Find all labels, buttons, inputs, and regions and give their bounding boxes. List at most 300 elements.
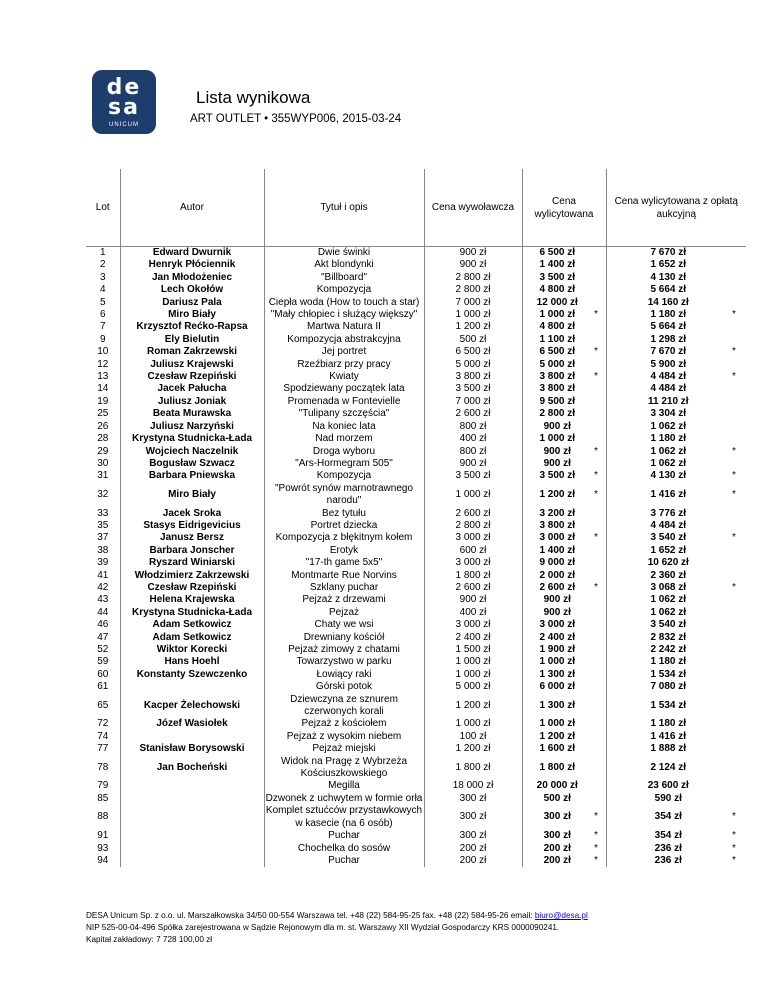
table-row	[86, 855, 746, 867]
sold-price-cell: 1 400 zł	[539, 259, 576, 271]
lot-cell: 14	[86, 383, 120, 395]
sold-note-cell	[592, 793, 606, 805]
table-row	[86, 470, 746, 482]
sold-note-cell: *	[592, 446, 606, 458]
author-cell	[120, 830, 264, 842]
table-row	[86, 532, 746, 544]
logo-text-de: de	[106, 75, 142, 100]
lot-cell: 52	[86, 644, 120, 656]
lot-cell: 42	[86, 582, 120, 594]
title-cell: Widok na Pragę z Wybrzeża Kościuszkowskiego	[264, 756, 424, 781]
title-cell: Ciepła woda (How to touch a star)	[264, 297, 424, 309]
final-price-cell: 236 zł	[654, 842, 682, 854]
final-price-cell: 1 416 zł	[650, 488, 687, 500]
sold-note-cell	[592, 321, 606, 333]
sold-price-cell: 1 400 zł	[539, 544, 576, 556]
title-cell: Montmarte Rue Norvins	[264, 570, 424, 582]
final-price-cell: 4 484 zł	[650, 371, 687, 383]
final-price-cell: 1 534 zł	[650, 668, 687, 680]
lot-cell: 88	[86, 805, 120, 830]
author-cell: Stasys Eidrigevicius	[120, 520, 264, 532]
table-row	[86, 520, 746, 532]
lot-cell: 41	[86, 570, 120, 582]
sold-note-cell: *	[592, 805, 606, 830]
table-row	[86, 632, 746, 644]
final-price-cell: 14 160 zł	[647, 296, 689, 308]
footer-email-link[interactable]: biuro@desa.pl	[534, 911, 588, 920]
title-cell: Dwie świnki	[264, 247, 424, 260]
start-price-cell: 18 000 zł	[424, 780, 522, 792]
sold-price-cell: 20 000 zł	[536, 780, 578, 792]
start-price-cell: 5 000 zł	[424, 359, 522, 371]
sold-note-cell	[592, 594, 606, 606]
start-price-cell: 900 zł	[424, 259, 522, 271]
sold-price-cell: 3 800 zł	[539, 371, 576, 383]
start-price-cell: 1 200 zł	[424, 743, 522, 755]
table-row	[86, 594, 746, 606]
final-note-cell	[730, 557, 746, 569]
start-price-cell: 900 zł	[424, 594, 522, 606]
final-price-cell: 3 540 zł	[650, 532, 687, 544]
title-cell: Spodziewany początek lata	[264, 383, 424, 395]
table-row	[86, 458, 746, 470]
sold-price-cell: 3 500 zł	[539, 470, 576, 482]
start-price-cell: 7 000 zł	[424, 297, 522, 309]
author-cell: Stanisław Borysowski	[120, 743, 264, 755]
final-note-cell	[730, 545, 746, 557]
lot-cell: 35	[86, 520, 120, 532]
author-cell: Roman Zakrzewski	[120, 346, 264, 358]
author-cell: Hans Hoehl	[120, 656, 264, 668]
start-price-cell: 1 200 zł	[424, 694, 522, 719]
final-price-cell: 3 776 zł	[650, 507, 687, 519]
final-note-cell	[730, 259, 746, 271]
start-price-cell: 900 zł	[424, 247, 522, 260]
final-note-cell	[730, 681, 746, 693]
lot-cell: 46	[86, 619, 120, 631]
sold-price-cell: 900 zł	[543, 457, 571, 469]
lot-cell: 44	[86, 607, 120, 619]
title-cell: Towarzystwo w parku	[264, 656, 424, 668]
sold-price-cell: 2 400 zł	[539, 631, 576, 643]
sold-price-cell: 1 100 zł	[539, 333, 576, 345]
lot-cell: 12	[86, 359, 120, 371]
final-price-cell: 3 068 zł	[650, 581, 687, 593]
sold-note-cell	[592, 259, 606, 271]
lot-cell: 7	[86, 321, 120, 333]
sold-price-cell: 1 300 zł	[539, 699, 576, 711]
lot-cell: 4	[86, 284, 120, 296]
final-price-cell: 1 652 zł	[650, 544, 687, 556]
final-note-cell	[730, 718, 746, 730]
title-cell: Promenada w Fontevielle	[264, 396, 424, 408]
start-price-cell: 3 000 zł	[424, 557, 522, 569]
table-row	[86, 570, 746, 582]
results-table	[86, 169, 746, 867]
table-row	[86, 272, 746, 284]
sold-price-cell: 3 800 zł	[539, 383, 576, 395]
title-cell: Droga wyboru	[264, 446, 424, 458]
title-cell: Pejzaż	[264, 607, 424, 619]
sold-price-cell: 1 200 zł	[539, 488, 576, 500]
lot-cell: 38	[86, 545, 120, 557]
title-cell: Dzwonek z uchwytem w formie orła	[265, 792, 423, 804]
table-row	[86, 309, 746, 321]
author-cell: Ryszard Winiarski	[120, 557, 264, 569]
final-price-cell: 1 534 zł	[650, 699, 687, 711]
title-cell: Rzeźbiarz przy pracy	[264, 359, 424, 371]
title-cell: Dziewczyna ze sznurem czerwonych korali	[264, 694, 424, 719]
final-note-cell	[730, 793, 746, 805]
lot-cell: 33	[86, 508, 120, 520]
sold-note-cell	[592, 359, 606, 371]
final-price-cell: 1 062 zł	[650, 606, 687, 618]
sold-note-cell	[592, 743, 606, 755]
sold-note-cell	[592, 545, 606, 557]
author-cell: Miro Biały	[120, 309, 264, 321]
final-price-cell: 1 652 zł	[650, 259, 687, 271]
lot-cell: 39	[86, 557, 120, 569]
author-cell: Jacek Sroka	[120, 508, 264, 520]
sold-price-cell: 900 zł	[543, 420, 571, 432]
lot-cell: 2	[86, 259, 120, 271]
lot-cell: 25	[86, 408, 120, 420]
start-price-cell: 1 500 zł	[424, 644, 522, 656]
start-price-cell: 100 zł	[424, 731, 522, 743]
final-price-cell: 1 062 zł	[650, 594, 687, 606]
sold-note-cell	[592, 644, 606, 656]
sold-price-cell: 12 000 zł	[536, 296, 578, 308]
sold-note-cell	[592, 632, 606, 644]
footer-address-text: DESA Unicum Sp. z o.o. ul. Marszałkowska 34/50 00-554 Warszawa tel. +48 (22) 584-95-25 fax. +48 (22) 584-95-26 email:	[86, 911, 535, 920]
start-price-cell: 1 000 zł	[424, 718, 522, 730]
start-price-cell: 800 zł	[424, 446, 522, 458]
lot-cell: 79	[86, 780, 120, 792]
lot-cell: 43	[86, 594, 120, 606]
lot-cell: 10	[86, 346, 120, 358]
start-price-cell: 7 000 zł	[424, 396, 522, 408]
start-price-cell: 2 800 zł	[424, 284, 522, 296]
title-cell: Chochelka do sosów	[264, 843, 424, 855]
author-cell: Włodzimierz Zakrzewski	[120, 570, 264, 582]
table-row	[86, 830, 746, 842]
lot-cell: 19	[86, 396, 120, 408]
sold-price-cell: 1 600 zł	[539, 743, 576, 755]
title-cell: Megilla	[264, 780, 424, 792]
author-cell: Edward Dwurnik	[120, 247, 264, 260]
lot-cell: 26	[86, 421, 120, 433]
sold-price-cell: 9 500 zł	[539, 395, 576, 407]
sold-note-cell	[592, 780, 606, 792]
final-price-cell: 5 664 zł	[650, 284, 687, 296]
title-cell: Górski potok	[264, 681, 424, 693]
author-cell: Krzysztof Rećko-Rapsa	[120, 321, 264, 333]
final-price-cell: 1 062 zł	[650, 445, 687, 457]
sold-note-cell	[592, 334, 606, 346]
sold-price-cell: 3 500 zł	[539, 271, 576, 283]
footer-line-registration: NIP 525-00-04-496 Spółka zarejestrowana w Sądzie Rejonowym dla m. st. Warszawy XII Wydział Gospodarczy KRS 0000090241.	[86, 923, 560, 932]
final-price-cell: 4 130 zł	[650, 271, 687, 283]
start-price-cell: 3 000 zł	[424, 532, 522, 544]
sold-note-cell	[592, 570, 606, 582]
sold-note-cell: *	[592, 855, 606, 867]
author-cell: Helena Krajewska	[120, 594, 264, 606]
author-cell	[120, 731, 264, 743]
table-row	[86, 396, 746, 408]
table-row	[86, 383, 746, 395]
table-row	[86, 284, 746, 296]
final-note-cell: *	[732, 309, 736, 321]
author-cell: Bogusław Szwacz	[120, 458, 264, 470]
start-price-cell: 1 000 zł	[424, 309, 522, 321]
start-price-cell: 300 zł	[424, 793, 522, 805]
author-cell	[120, 793, 264, 805]
title-cell: Erotyk	[264, 545, 424, 557]
title-cell: Szklany puchar	[264, 582, 424, 594]
lot-cell: 31	[86, 470, 120, 482]
final-note-cell: *	[732, 346, 736, 358]
author-cell: Lech Okołów	[120, 284, 264, 296]
title-cell: Pejzaż z kościołem	[264, 718, 424, 730]
final-note-cell: *	[732, 488, 736, 500]
sold-price-cell: 3 200 zł	[539, 507, 576, 519]
author-cell: Dariusz Pala	[120, 297, 264, 309]
table-header-row	[86, 169, 746, 247]
sold-price-cell: 1 900 zł	[539, 644, 576, 655]
lot-cell: 5	[86, 297, 120, 309]
title-cell: Pejzaż zimowy z chatami	[264, 644, 424, 656]
title-cell: Bez tytułu	[264, 508, 424, 520]
final-price-cell: 7 080 zł	[650, 681, 687, 693]
sold-price-cell: 900 zł	[543, 594, 571, 606]
lot-cell: 47	[86, 632, 120, 644]
author-cell: Jan Bocheński	[120, 756, 264, 781]
sold-note-cell	[592, 756, 606, 781]
final-note-cell: *	[732, 842, 736, 854]
final-price-cell: 1 180 zł	[650, 718, 687, 730]
author-cell	[120, 805, 264, 830]
table-row	[86, 681, 746, 693]
col-header-lot: Lot	[86, 169, 120, 247]
sold-price-cell: 3 000 zł	[539, 619, 576, 631]
logo-text-sa: sa	[108, 95, 140, 120]
sold-note-cell	[592, 297, 606, 309]
final-note-cell	[730, 396, 746, 408]
final-price-cell: 11 210 zł	[647, 395, 689, 407]
title-cell: "Ars-Hormegram 505"	[264, 458, 424, 470]
author-cell: Konstanty Szewczenko	[120, 669, 264, 681]
title-cell: Łowiący raki	[264, 669, 424, 681]
footer-line-address	[86, 910, 746, 922]
sold-price-cell: 1 000 zł	[539, 656, 576, 668]
final-note-cell	[730, 656, 746, 668]
lot-cell: 59	[86, 656, 120, 668]
author-cell: Jan Młodożeniec	[120, 272, 264, 284]
table-row	[86, 780, 746, 792]
table-row	[86, 334, 746, 346]
sold-note-cell: *	[592, 470, 606, 482]
start-price-cell: 900 zł	[424, 458, 522, 470]
lot-cell: 37	[86, 532, 120, 544]
table-row	[86, 545, 746, 557]
table-row	[86, 508, 746, 520]
final-price-cell: 4 130 zł	[650, 470, 687, 482]
final-note-cell	[730, 321, 746, 333]
start-price-cell: 800 zł	[424, 421, 522, 433]
lot-cell: 28	[86, 433, 120, 445]
lot-cell: 78	[86, 756, 120, 781]
title-cell: Drewniany kościół	[264, 632, 424, 644]
table-row	[86, 483, 746, 508]
author-cell: Juliusz Krajewski	[120, 359, 264, 371]
sold-note-cell	[592, 520, 606, 532]
title-cell: Puchar	[264, 855, 424, 867]
start-price-cell: 1 200 zł	[424, 321, 522, 333]
final-price-cell: 5 900 zł	[650, 358, 687, 370]
final-note-cell	[730, 458, 746, 470]
final-price-cell: 4 484 zł	[650, 383, 687, 395]
start-price-cell: 200 zł	[424, 843, 522, 855]
col-header-sold-price: Cena wylicytowana	[522, 169, 606, 247]
sold-price-cell: 6 000 zł	[539, 681, 576, 693]
final-price-cell: 1 180 zł	[650, 656, 687, 668]
lot-cell: 6	[86, 309, 120, 321]
start-price-cell: 1 000 zł	[424, 483, 522, 508]
sold-note-cell	[592, 681, 606, 693]
table-row	[86, 805, 746, 830]
sold-price-cell: 1 200 zł	[539, 730, 576, 742]
author-cell: Juliusz Joniak	[120, 396, 264, 408]
sold-price-cell: 900 zł	[543, 606, 571, 618]
sold-note-cell	[592, 508, 606, 520]
final-note-cell: *	[732, 371, 736, 383]
final-price-cell: 10 620 zł	[647, 557, 689, 569]
lot-cell: 30	[86, 458, 120, 470]
footer-line-capital: Kapitał zakładowy: 7 728 100,00 zł	[86, 935, 213, 944]
sold-price-cell: 1 800 zł	[539, 761, 576, 773]
title-cell: "17-th game 5x5"	[264, 557, 424, 569]
table-row	[86, 321, 746, 333]
start-price-cell: 300 zł	[424, 805, 522, 830]
final-price-cell: 7 670 zł	[650, 346, 687, 358]
start-price-cell: 300 zł	[424, 830, 522, 842]
lot-cell: 3	[86, 272, 120, 284]
start-price-cell: 2 600 zł	[424, 408, 522, 420]
title-cell: "Billboard"	[264, 272, 424, 284]
author-cell: Beata Murawska	[120, 408, 264, 420]
final-price-cell: 354 zł	[654, 830, 682, 842]
start-price-cell: 2 600 zł	[424, 582, 522, 594]
final-price-cell: 2 124 zł	[650, 761, 687, 773]
final-note-cell	[730, 433, 746, 445]
final-note-cell	[730, 594, 746, 606]
final-note-cell	[730, 383, 746, 395]
sold-price-cell: 5 000 zł	[539, 358, 576, 370]
start-price-cell: 6 500 zł	[424, 346, 522, 358]
final-note-cell	[730, 607, 746, 619]
sold-note-cell	[592, 284, 606, 296]
sold-note-cell	[592, 458, 606, 470]
start-price-cell: 3 000 zł	[424, 619, 522, 631]
lot-cell: 60	[86, 669, 120, 681]
final-price-cell: 2 242 zł	[650, 644, 687, 655]
author-cell: Ely Bielutin	[120, 334, 264, 346]
title-cell: Puchar	[264, 830, 424, 842]
final-price-cell: 236 zł	[654, 854, 682, 866]
sold-note-cell: *	[592, 346, 606, 358]
table-row	[86, 607, 746, 619]
sold-price-cell: 300 zł	[543, 811, 571, 823]
table-row	[86, 619, 746, 631]
final-note-cell	[730, 359, 746, 371]
lot-cell: 93	[86, 843, 120, 855]
lot-cell: 91	[86, 830, 120, 842]
final-price-cell: 1 180 zł	[650, 433, 687, 445]
author-cell: Kacper Żelechowski	[120, 694, 264, 719]
start-price-cell: 600 zł	[424, 545, 522, 557]
final-note-cell	[730, 619, 746, 631]
title-cell: Na koniec lata	[264, 421, 424, 433]
sold-price-cell: 1 300 zł	[539, 668, 576, 680]
final-price-cell: 1 888 zł	[650, 743, 687, 755]
sold-price-cell: 4 800 zł	[539, 321, 576, 333]
final-note-cell	[730, 297, 746, 309]
table-row	[86, 247, 746, 260]
sold-price-cell: 2 800 zł	[539, 408, 576, 420]
sold-note-cell	[592, 656, 606, 668]
author-cell: Barbara Jonscher	[120, 545, 264, 557]
final-note-cell	[730, 756, 746, 781]
page-subtitle: ART OUTLET • 355WYP006, 2015-03-24	[190, 113, 402, 125]
logo-text-unicum: UNICUM	[109, 122, 139, 128]
title-cell: Pejzaż miejski	[264, 743, 424, 755]
final-note-cell	[730, 743, 746, 755]
title-cell: Pejzaż z drzewami	[264, 594, 424, 606]
author-cell: Adam Setkowicz	[120, 619, 264, 631]
final-note-cell	[730, 272, 746, 284]
final-price-cell: 354 zł	[654, 811, 682, 823]
final-price-cell: 2 360 zł	[650, 569, 687, 581]
author-cell: Juliusz Narzyński	[120, 421, 264, 433]
author-cell: Jacek Pałucha	[120, 383, 264, 395]
table-row	[86, 644, 746, 656]
sold-note-cell	[592, 421, 606, 433]
col-header-start-price: Cena wywoławcza	[424, 169, 522, 247]
final-price-cell: 3 304 zł	[650, 408, 687, 420]
start-price-cell: 1 000 zł	[424, 656, 522, 668]
final-price-cell: 2 832 zł	[650, 631, 687, 643]
table-row	[86, 421, 746, 433]
start-price-cell: 2 800 zł	[424, 520, 522, 532]
lot-cell: 13	[86, 371, 120, 383]
sold-note-cell: *	[592, 483, 606, 508]
title-cell: Chaty we wsi	[264, 619, 424, 631]
lot-cell: 29	[86, 446, 120, 458]
start-price-cell: 400 zł	[424, 607, 522, 619]
final-note-cell	[730, 570, 746, 582]
final-price-cell: 4 484 zł	[650, 519, 687, 531]
author-cell: Henryk Płóciennik	[120, 259, 264, 271]
final-note-cell	[730, 731, 746, 743]
author-cell	[120, 843, 264, 855]
sold-note-cell	[592, 607, 606, 619]
start-price-cell: 500 zł	[424, 334, 522, 346]
final-note-cell	[730, 284, 746, 296]
start-price-cell: 1 800 zł	[424, 570, 522, 582]
lot-cell: 9	[86, 334, 120, 346]
final-note-cell: *	[732, 854, 736, 866]
final-note-cell	[730, 421, 746, 433]
